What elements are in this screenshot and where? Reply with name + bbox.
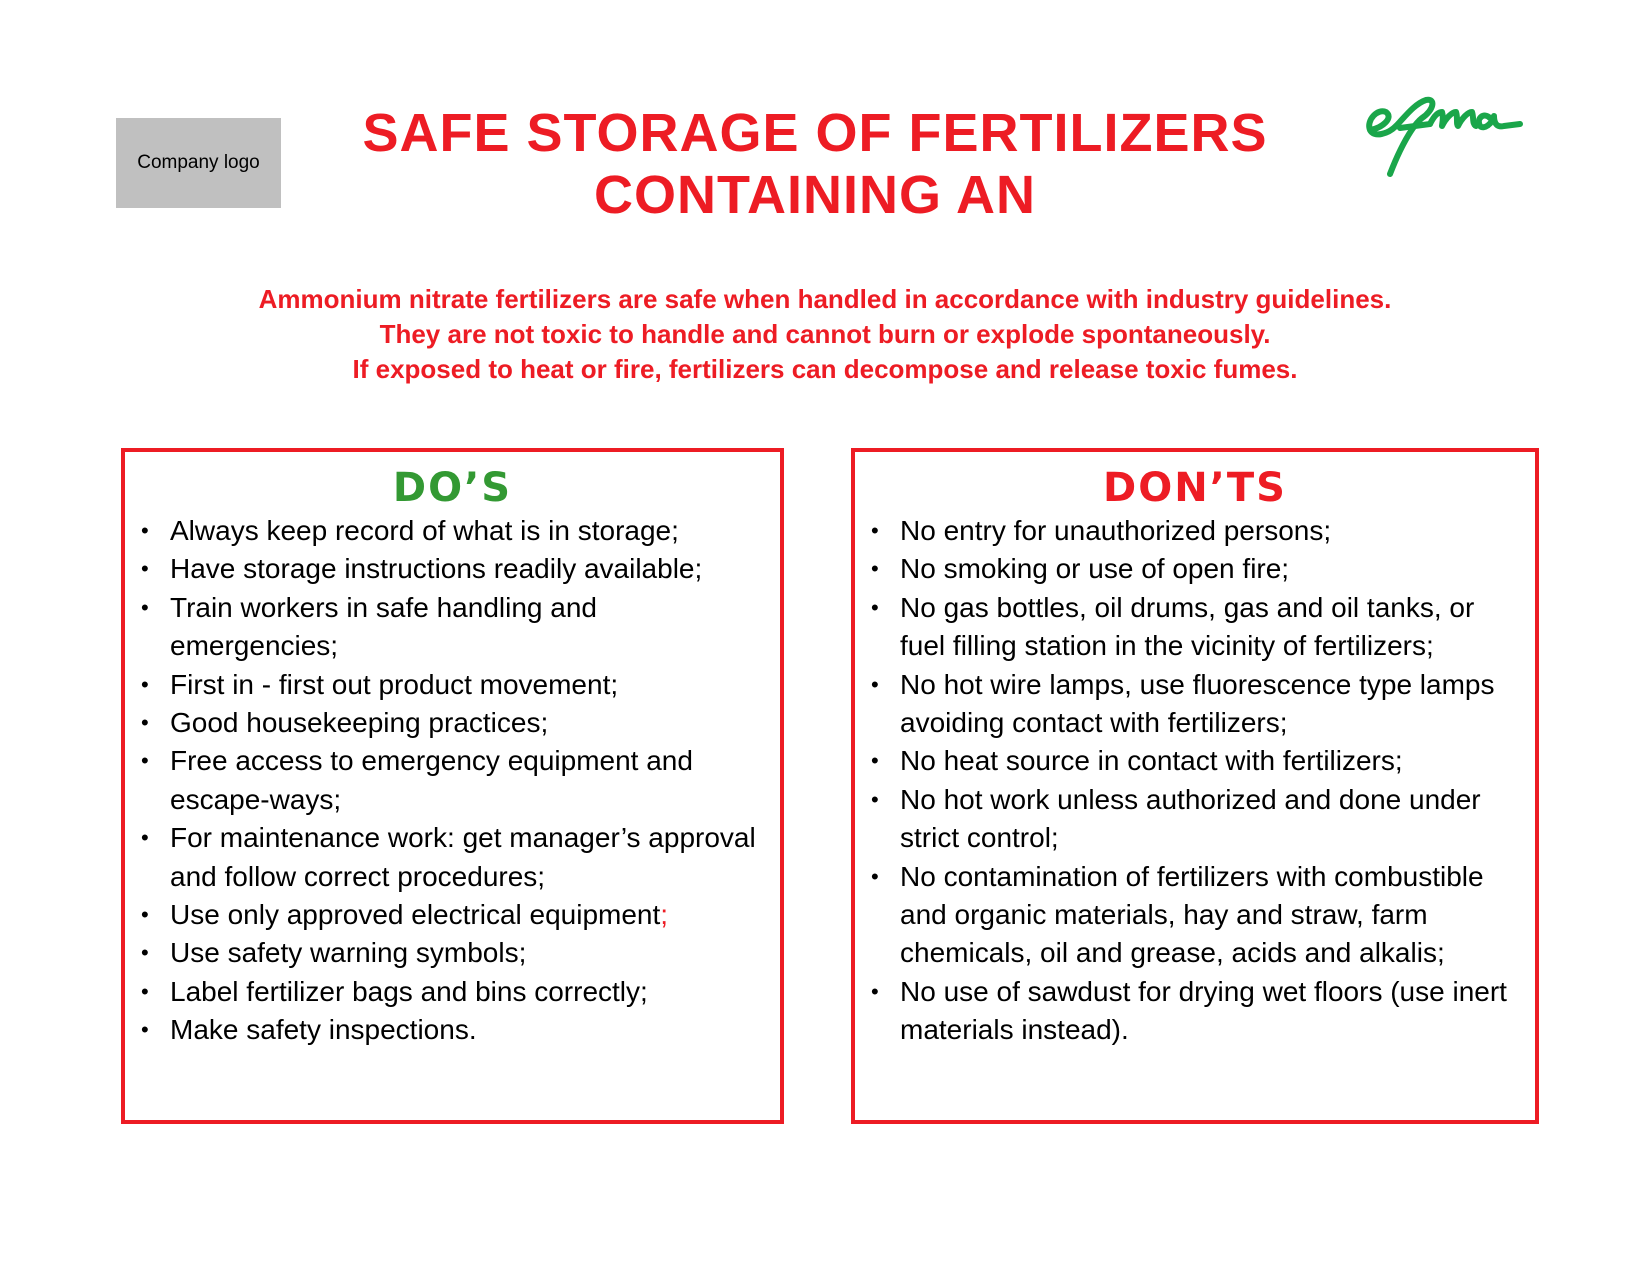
bullet-icon: • xyxy=(871,671,879,697)
title-line-2: CONTAINING AN xyxy=(594,165,1036,225)
donts-item-text: No contamination of fertilizers with combustible and organic materials, hay and straw, farm chemicals, oil and grease, acids and alkalis; xyxy=(900,860,1484,969)
bullet-icon: • xyxy=(871,786,879,812)
list-item xyxy=(871,550,1525,588)
donts-item-text: No hot wire lamps, use fluorescence type lamps avoiding contact with fertilizers; xyxy=(900,668,1495,739)
list-item xyxy=(141,742,770,819)
list-item xyxy=(141,666,770,704)
donts-item-text: No hot work unless authorized and done under strict control; xyxy=(900,783,1481,854)
list-item xyxy=(871,781,1525,858)
company-logo-placeholder xyxy=(116,118,281,208)
bullet-icon: • xyxy=(141,671,149,697)
bullet-icon: • xyxy=(141,518,149,543)
intro-line-1: Ammonium nitrate fertilizers are safe when handled in accordance with industry guidelines. xyxy=(258,284,1392,314)
dos-panel xyxy=(121,448,784,1124)
list-item xyxy=(141,512,770,550)
list-item xyxy=(141,973,770,1011)
dos-list xyxy=(125,512,780,1050)
bullet-icon: • xyxy=(871,978,879,1004)
title-line-1: SAFE STORAGE OF FERTILIZERS xyxy=(362,103,1268,163)
list-item xyxy=(141,550,770,588)
bullet-icon: • xyxy=(141,825,149,851)
donts-item-text: No gas bottles, oil drums, gas and oil tanks, or fuel filling station in the vicinity of fertilizers; xyxy=(900,591,1475,662)
dos-item-text: Train workers in safe handling and emergencies; xyxy=(170,591,597,662)
dos-item-text: Label fertilizer bags and bins correctly; xyxy=(170,975,648,1007)
bullet-icon: • xyxy=(141,940,149,966)
bullet-icon: • xyxy=(141,902,149,928)
list-item xyxy=(141,589,770,666)
dos-item-text: Free access to emergency equipment and escape-ways; xyxy=(170,745,693,815)
bullet-icon: • xyxy=(141,710,149,736)
list-item xyxy=(141,819,770,896)
list-item xyxy=(871,858,1525,973)
dos-item-text: Use safety warning symbols; xyxy=(170,937,527,969)
bullet-icon: • xyxy=(141,594,149,620)
list-item xyxy=(871,589,1525,666)
list-item xyxy=(871,666,1525,743)
list-item xyxy=(141,704,770,742)
bullet-icon: • xyxy=(141,748,149,774)
bullet-icon: • xyxy=(871,556,879,582)
intro-line-2: They are not toxic to handle and cannot burn or explode spontaneously. xyxy=(379,319,1271,349)
dos-item-text: For maintenance work: get manager’s approval and follow correct procedures; xyxy=(170,822,756,892)
dos-item-text: Always keep record of what is in storage; xyxy=(170,515,679,546)
page-title xyxy=(300,102,1330,226)
company-logo-label: Company logo xyxy=(137,152,260,173)
donts-item-text: No use of sawdust for drying wet floors (use inert materials instead). xyxy=(900,975,1507,1046)
donts-item-text: No smoking or use of open fire; xyxy=(900,553,1290,585)
dos-heading: DO’S xyxy=(392,465,513,511)
bullet-icon: • xyxy=(871,594,879,620)
bullet-icon: • xyxy=(871,863,879,889)
bullet-icon: • xyxy=(141,978,149,1004)
donts-heading: DON’TS xyxy=(1103,465,1287,511)
list-item xyxy=(141,934,770,972)
list-item xyxy=(871,973,1525,1050)
dos-item-text: Have storage instructions readily available; xyxy=(170,553,703,585)
list-item xyxy=(141,896,770,934)
donts-panel xyxy=(851,448,1539,1124)
list-item xyxy=(871,742,1525,780)
donts-item-text: No entry for unauthorized persons; xyxy=(900,515,1332,546)
dos-item-text: Make safety inspections. xyxy=(170,1014,477,1046)
bullet-icon: • xyxy=(141,1017,149,1043)
intro-line-3: If exposed to heat or fire, fertilizers can decompose and release toxic fumes. xyxy=(352,354,1298,384)
donts-list xyxy=(855,512,1535,1050)
dos-item-text: First in - first out product movement; xyxy=(170,668,619,700)
list-item xyxy=(871,512,1525,550)
efma-logo xyxy=(1360,88,1580,188)
bullet-icon: • xyxy=(871,748,879,774)
donts-item-text: No heat source in contact with fertilizers; xyxy=(900,745,1403,777)
bullet-icon: • xyxy=(871,518,879,543)
intro-text xyxy=(100,282,1550,387)
bullet-icon: • xyxy=(141,556,149,582)
dos-item-text: Good housekeeping practices; xyxy=(170,707,549,739)
dos-item-text: Use only approved electrical equipment xyxy=(170,899,661,931)
dos-item-red-semicolon: ; xyxy=(660,899,669,931)
list-item xyxy=(141,1011,770,1049)
